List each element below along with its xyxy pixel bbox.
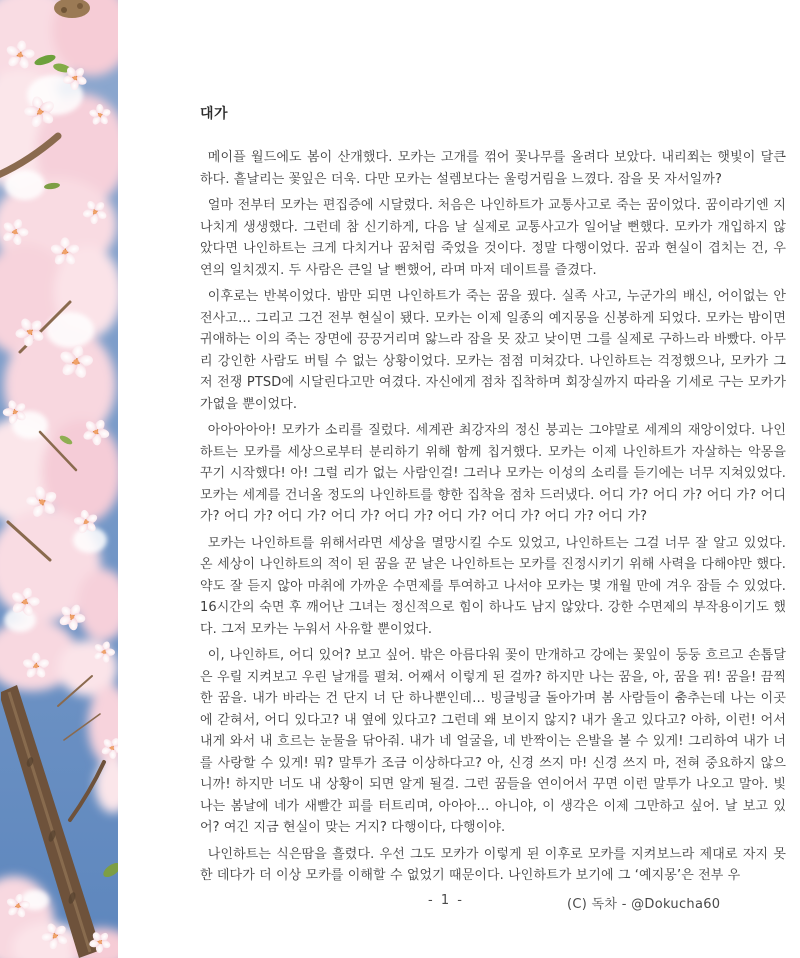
paragraph: 얼마 전부터 모카는 편집증에 시달렸다. 처음은 나인하트가 교통사고로 죽는 꿈이었다. 꿈이라기엔 지나치게 생생했다. 그런데 참 신기하게, 다음 날 실제로 교통사고가 일어날 뻔했다. 모카가 개입하지 않았다면 나인하트는 크게 다치거나 꿈처럼 죽었을 것이다. 정말 다행이었다. 꿈과 현실이 겹치는 건, 우연의 일치겠지. 두 사람은 큰일 날 뻔했어, 라며 마저 데이트를 즐겼다. xyxy=(200,198,786,278)
story-text xyxy=(200,147,786,887)
document-body xyxy=(200,103,786,892)
copyright-notice: (C) 독차 - @Dokucha60 xyxy=(567,897,721,912)
paragraph: 이, 나인하트, 어디 있어? 보고 싶어. 밖은 아름다워 꽃이 만개하고 강에는 꽃잎이 둥둥 흐르고 손톱달은 우릴 지켜보고 우린 날개를 펼쳐. 어째서 이렇게 된 걸까? 하지만 나는 꿈을, 아, 꿈을 꿔! 꿈을! 끔찍한 꿈을. 내가 바라는 건 단지 너 단 하나뿐인데… 빙글빙글 돌아가며 봄 사람들이 춤추는데 나는 이곳에 갇혀서, 어디 있다고? 내 옆에 있다고? 그런데 왜 보이지 않지? 내가 울고 있다고? 아하, 이런! 어서 내게 와서 내 흐르는 눈물을 닦아줘. 내가 네 얼굴을, 네 반짝이는 은발을 볼 수 있게! 그리하여 내가 너를 사랑할 수 있게! 뭐? 말투가 조금 이상하다고? 아, 신경 쓰지 마! 신경 쓰지 마, 전혀 중요하지 않으니까! 하지만 너도 내 상황이 되면 알게 될걸. 그런 꿈들을 연이어서 꾸면 이런 말투가 나오고 말아. 빛나는 봄날에 네가 새빨간 피를 터트리며, 아아아… 아니야, 이 생각은 이제 그만하고 싶어. 날 보고 있어? 여긴 지금 현실이 맞는 거지? 다행이다, 다행이야. xyxy=(200,648,786,835)
paragraph: 모카는 나인하트를 위해서라면 세상을 멸망시킬 수도 있었고, 나인하트는 그걸 너무 잘 알고 있었다. 온 세상이 나인하트의 적이 된 꿈을 꾼 날은 나인하트는 모카를 진정시키기 위해 사력을 다해야만 했다. 약도 잘 듣지 않아 마취에 가까운 수면제를 투여하고 나서야 모카는 몇 개월 만에 겨우 잠들 수 있었다. 16시간의 숙면 후 깨어난 그녀는 정신적으로 힘이 하나도 남지 않았다. 강한 수면제의 부작용이기도 했다. 그저 모카는 누워서 사유할 뿐이었다. xyxy=(200,535,786,637)
page-footer xyxy=(200,893,786,913)
cherry-blossom-image xyxy=(0,0,118,958)
paragraph: 메이플 월드에도 봄이 산개했다. 모카는 고개를 꺾어 꽃나무를 올려다 보았다. 내리쬐는 햇빛이 달큰하다. 흩날리는 꽃잎은 더욱. 다만 모카는 설렘보다는 울렁거림을 느꼈다. 잠을 못 자서일까? xyxy=(200,150,786,187)
page-number: - 1 - xyxy=(428,893,464,908)
paragraph: 이후로는 반복이었다. 밤만 되면 나인하트가 죽는 꿈을 꿨다. 실족 사고, 누군가의 배신, 어이없는 안전사고… 그리고 그건 전부 현실이 됐다. 모카는 이제 일종의 예지몽을 신봉하게 되었다. 모카는 밤이면 귀애하는 이의 죽는 장면에 끙끙거리며 앓느라 잠을 못 잤고 낮이면 그를 실제로 구하느라 바빴다. 아무리 강인한 사람도 버틸 수 없는 상황이었다. 모카는 점점 미쳐갔다. 나인하트는 걱정했으나, 모카가 그저 전쟁 PTSD에 시달린다고만 여겼다. 자신에게 점차 집착하며 회장실까지 따라올 기세로 구는 모카가 가엾을 뿐이었다. xyxy=(200,289,786,412)
page-title: 대가 xyxy=(200,106,229,122)
paragraph: 아아아아아! 모카가 소리를 질렀다. 세계관 최강자의 정신 붕괴는 그야말로 세계의 재앙이었다. 나인하트는 모카를 세상으로부터 분리하기 위해 함께 칩거했다. 모카는 이제 나인하트가 자살하는 악몽을 꾸기 시작했다! 아! 그럴 리가 없는 사람인걸! 그러나 모카는 이성의 소리를 듣기에는 너무 지쳐있었다. 모카는 세계를 건너올 정도의 나인하트를 향한 집착을 점차 드러냈다. 어디 가? 어디 가? 어디 가? 어디 가? 어디 가? 어디 가? 어디 가? 어디 가? 어디 가? 어디 가? 어디 가? 어디 가? xyxy=(200,423,786,524)
paragraph: 나인하트는 식은땀을 흘렸다. 우선 그도 모카가 이렇게 된 이후로 모카를 지켜보느라 제대로 자지 못한 데다가 더 이상 모카를 이해할 수 없었기 때문이다. 나인하트가 보기에 그 ‘예지몽’은 전부 우 xyxy=(200,846,786,883)
cherry-blossom-art xyxy=(0,0,118,958)
